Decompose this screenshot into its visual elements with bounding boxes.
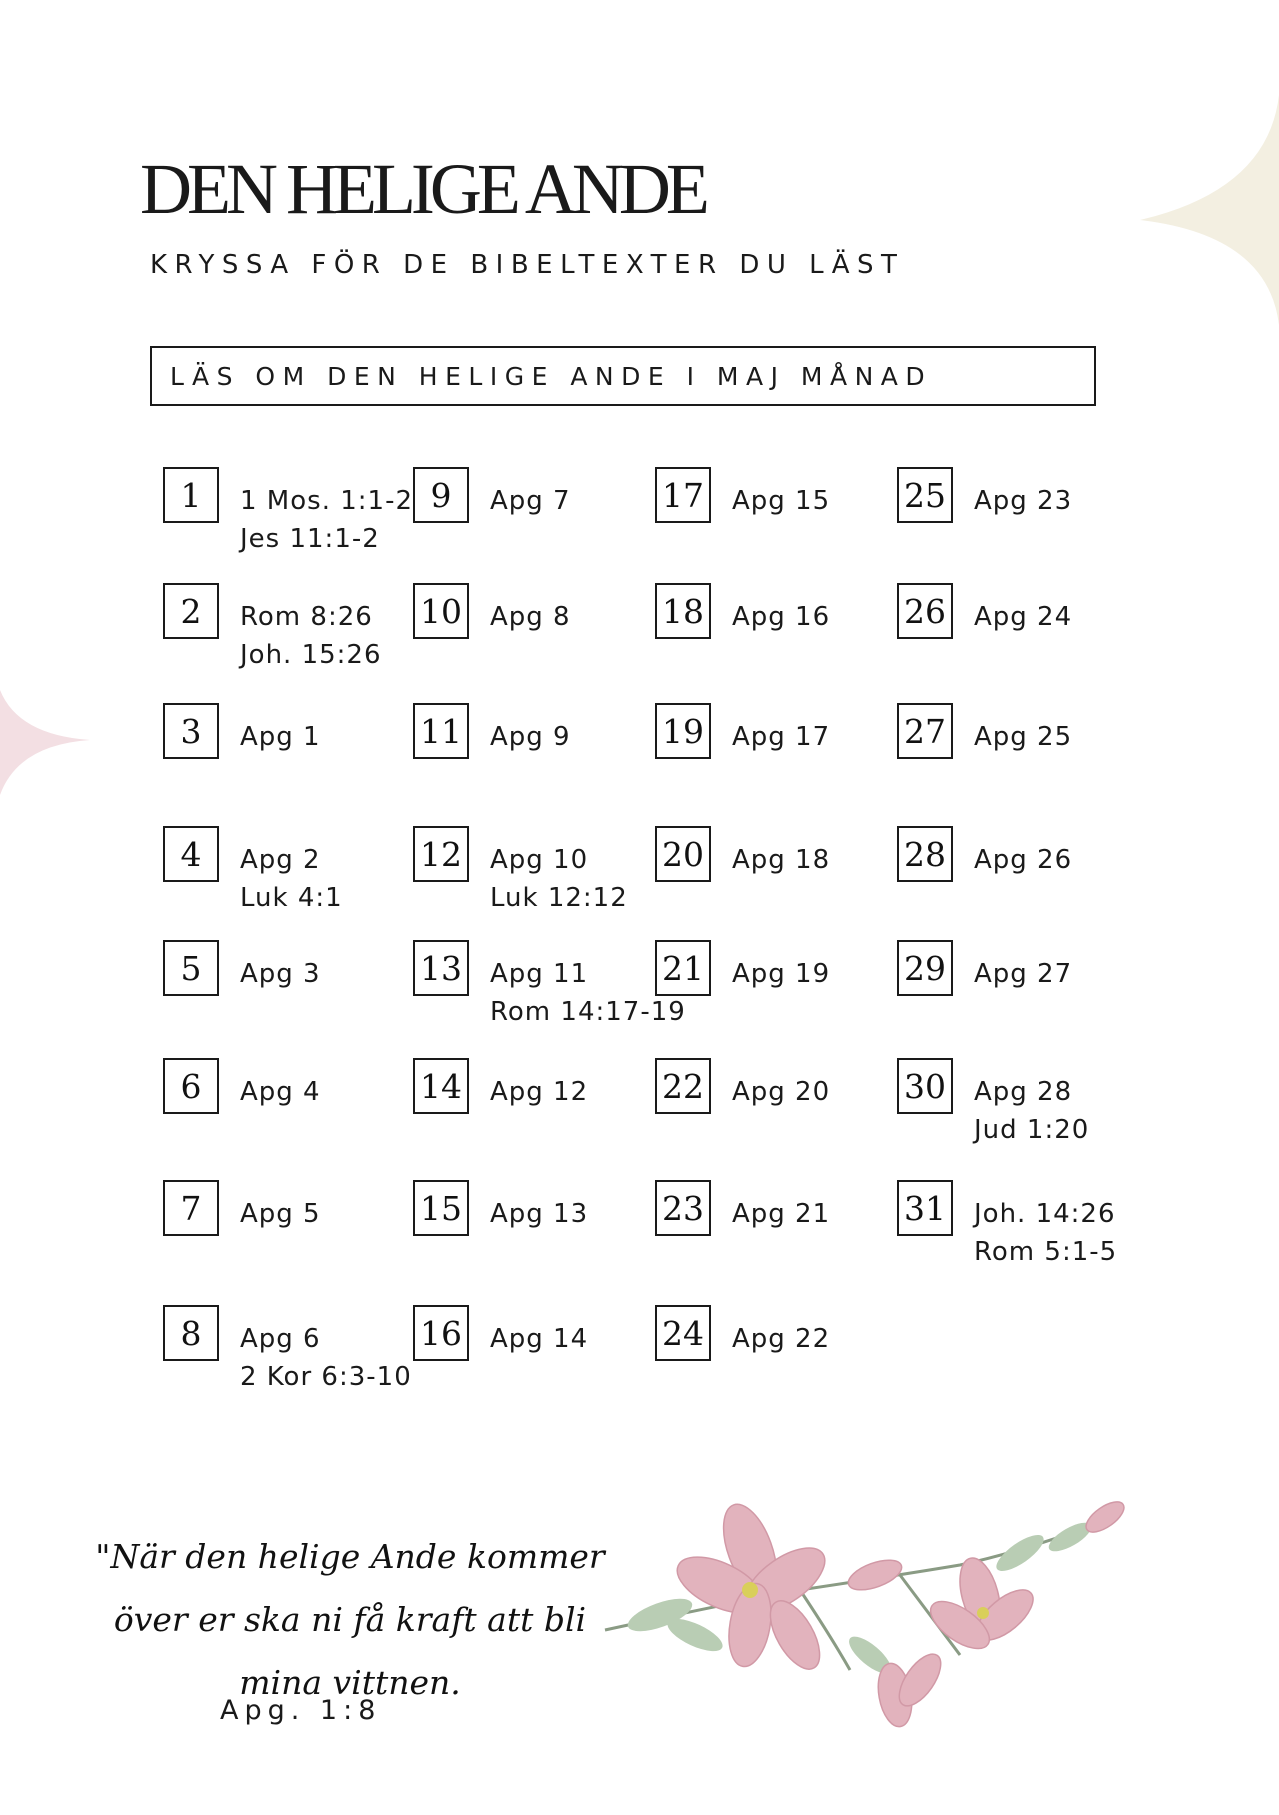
bible-reference: Apg 6 xyxy=(240,1324,321,1354)
month-banner-text: LÄS OM DEN HELIGE ANDE I MAJ MÅNAD xyxy=(170,361,933,391)
bible-reference: Apg 2 xyxy=(240,845,321,875)
bible-reference: Luk 4:1 xyxy=(240,883,343,913)
day-item xyxy=(413,1058,588,1114)
day-checkbox[interactable]: 16 xyxy=(413,1305,469,1361)
quote-line: mina vittnen. xyxy=(239,1663,461,1702)
bible-quote xyxy=(70,1525,630,1714)
quote-line: "När den helige Ande kommer xyxy=(95,1537,605,1576)
quote-line: över er ska ni få kraft att bli xyxy=(113,1600,587,1639)
day-item xyxy=(897,583,1072,639)
bible-reference: Apg 18 xyxy=(732,845,831,875)
bible-reference: 2 Kor 6:3-10 xyxy=(240,1362,412,1392)
day-references xyxy=(732,467,830,523)
bible-reference: Apg 5 xyxy=(240,1199,321,1229)
day-checkbox[interactable]: 23 xyxy=(655,1180,711,1236)
day-item xyxy=(897,1180,1117,1271)
bible-reference: Apg 3 xyxy=(240,959,321,989)
day-item xyxy=(163,467,413,558)
day-references xyxy=(490,467,571,523)
day-references xyxy=(974,826,1072,882)
day-references xyxy=(490,703,571,759)
day-references xyxy=(490,1305,588,1361)
day-references xyxy=(240,826,343,917)
day-checkbox[interactable]: 24 xyxy=(655,1305,711,1361)
bible-reference: Joh. 15:26 xyxy=(240,640,382,670)
bible-reference: Apg 16 xyxy=(732,602,831,632)
day-checkbox[interactable]: 21 xyxy=(655,940,711,996)
day-references xyxy=(974,940,1072,996)
day-item xyxy=(163,1180,321,1236)
bible-reference: Rom 14:17-19 xyxy=(490,997,686,1027)
day-checkbox[interactable]: 18 xyxy=(655,583,711,639)
day-references xyxy=(732,703,830,759)
day-checkbox[interactable]: 8 xyxy=(163,1305,219,1361)
quote-reference: Apg. 1:8 xyxy=(220,1695,382,1726)
bible-reference: Apg 20 xyxy=(732,1077,831,1107)
day-checkbox[interactable]: 11 xyxy=(413,703,469,759)
bible-reference: Apg 1 xyxy=(240,722,321,752)
bible-reference: Apg 27 xyxy=(974,959,1073,989)
day-item xyxy=(413,467,571,523)
day-references xyxy=(490,1180,588,1236)
day-references xyxy=(974,703,1072,759)
day-checkbox[interactable]: 10 xyxy=(413,583,469,639)
day-item xyxy=(655,1058,830,1114)
day-item xyxy=(163,1058,321,1114)
bible-reference: Apg 9 xyxy=(490,722,571,752)
day-item xyxy=(163,1305,412,1396)
day-checkbox[interactable]: 28 xyxy=(897,826,953,882)
day-item xyxy=(413,1305,588,1361)
bible-reference: Apg 10 xyxy=(490,845,589,875)
day-item xyxy=(897,940,1072,996)
day-item xyxy=(655,467,830,523)
bible-reference: Apg 21 xyxy=(732,1199,831,1229)
day-references xyxy=(732,826,830,882)
day-references xyxy=(732,1180,830,1236)
day-references xyxy=(974,1058,1089,1149)
day-references xyxy=(240,1180,321,1236)
bible-reference: Apg 19 xyxy=(732,959,831,989)
day-item xyxy=(413,826,628,917)
day-checkbox[interactable]: 14 xyxy=(413,1058,469,1114)
day-checkbox[interactable]: 31 xyxy=(897,1180,953,1236)
day-references xyxy=(732,1058,830,1114)
bible-reference: Apg 14 xyxy=(490,1324,589,1354)
day-references xyxy=(240,467,413,558)
day-checkbox[interactable]: 26 xyxy=(897,583,953,639)
day-checkbox[interactable]: 20 xyxy=(655,826,711,882)
day-item xyxy=(897,1058,1089,1149)
day-checkbox[interactable]: 22 xyxy=(655,1058,711,1114)
bible-reference: Luk 12:12 xyxy=(490,883,628,913)
day-item xyxy=(897,703,1072,759)
bible-reference: Apg 8 xyxy=(490,602,571,632)
day-references xyxy=(240,583,382,674)
bible-reference: Jes 11:1-2 xyxy=(240,524,380,554)
bible-reference: Rom 5:1-5 xyxy=(974,1237,1118,1267)
day-checkbox[interactable]: 9 xyxy=(413,467,469,523)
day-checkbox[interactable]: 13 xyxy=(413,940,469,996)
bible-reference: Apg 23 xyxy=(974,486,1073,516)
day-references xyxy=(732,1305,830,1361)
bible-reference: Apg 22 xyxy=(732,1324,831,1354)
bible-reference: Rom 8:26 xyxy=(240,602,373,632)
day-checkbox[interactable]: 25 xyxy=(897,467,953,523)
day-references xyxy=(732,940,830,996)
day-item xyxy=(163,940,321,996)
day-item xyxy=(655,826,830,882)
bible-reference: Apg 7 xyxy=(490,486,571,516)
day-references xyxy=(974,583,1072,639)
day-references xyxy=(240,703,321,759)
day-checkbox[interactable]: 17 xyxy=(655,467,711,523)
bible-reference: Apg 24 xyxy=(974,602,1073,632)
day-item xyxy=(163,826,343,917)
day-checkbox[interactable]: 15 xyxy=(413,1180,469,1236)
day-checkbox[interactable]: 12 xyxy=(413,826,469,882)
day-references xyxy=(240,940,321,996)
day-checkbox[interactable]: 4 xyxy=(163,826,219,882)
bible-reference: Apg 25 xyxy=(974,722,1073,752)
day-item xyxy=(655,940,830,996)
day-checkbox[interactable]: 19 xyxy=(655,703,711,759)
day-checkbox[interactable]: 2 xyxy=(163,583,219,639)
day-references xyxy=(490,583,571,639)
bible-reference: Jud 1:20 xyxy=(974,1115,1090,1145)
day-item xyxy=(163,703,321,759)
bible-reference: 1 Mos. 1:1-2 xyxy=(240,486,413,516)
day-item xyxy=(413,703,571,759)
day-item xyxy=(163,583,382,674)
day-item xyxy=(413,583,571,639)
bible-reference: Apg 26 xyxy=(974,845,1073,875)
day-references xyxy=(974,467,1072,523)
day-item xyxy=(655,1180,830,1236)
day-checkbox[interactable]: 29 xyxy=(897,940,953,996)
day-checkbox[interactable]: 6 xyxy=(163,1058,219,1114)
day-references xyxy=(732,583,830,639)
day-checkbox[interactable]: 1 xyxy=(163,467,219,523)
day-item xyxy=(655,703,830,759)
bible-reference: Apg 11 xyxy=(490,959,589,989)
day-references xyxy=(240,1305,412,1396)
bible-reference: Apg 12 xyxy=(490,1077,589,1107)
day-references xyxy=(490,1058,588,1114)
day-references xyxy=(974,1180,1117,1271)
day-item xyxy=(413,940,686,1031)
day-item xyxy=(655,583,830,639)
day-checkbox[interactable]: 27 xyxy=(897,703,953,759)
page-title: DEN HELIGE ANDE xyxy=(140,149,705,229)
day-item xyxy=(897,467,1072,523)
page-subtitle: KRYSSA FÖR DE BIBELTEXTER DU LÄST xyxy=(150,250,905,280)
day-item xyxy=(655,1305,830,1361)
bible-reference: Apg 4 xyxy=(240,1077,321,1107)
day-references xyxy=(240,1058,321,1114)
bible-reference: Joh. 14:26 xyxy=(974,1199,1116,1229)
day-item xyxy=(413,1180,588,1236)
bible-reference: Apg 28 xyxy=(974,1077,1073,1107)
day-checkbox[interactable]: 7 xyxy=(163,1180,219,1236)
day-item xyxy=(897,826,1072,882)
day-references xyxy=(490,826,628,917)
magnolia-illustration xyxy=(600,1495,1140,1735)
day-checkbox[interactable]: 30 xyxy=(897,1058,953,1114)
bible-reference: Apg 13 xyxy=(490,1199,589,1229)
day-checkbox[interactable]: 5 xyxy=(163,940,219,996)
day-checkbox[interactable]: 3 xyxy=(163,703,219,759)
bible-reference: Apg 15 xyxy=(732,486,831,516)
bible-reference: Apg 17 xyxy=(732,722,831,752)
